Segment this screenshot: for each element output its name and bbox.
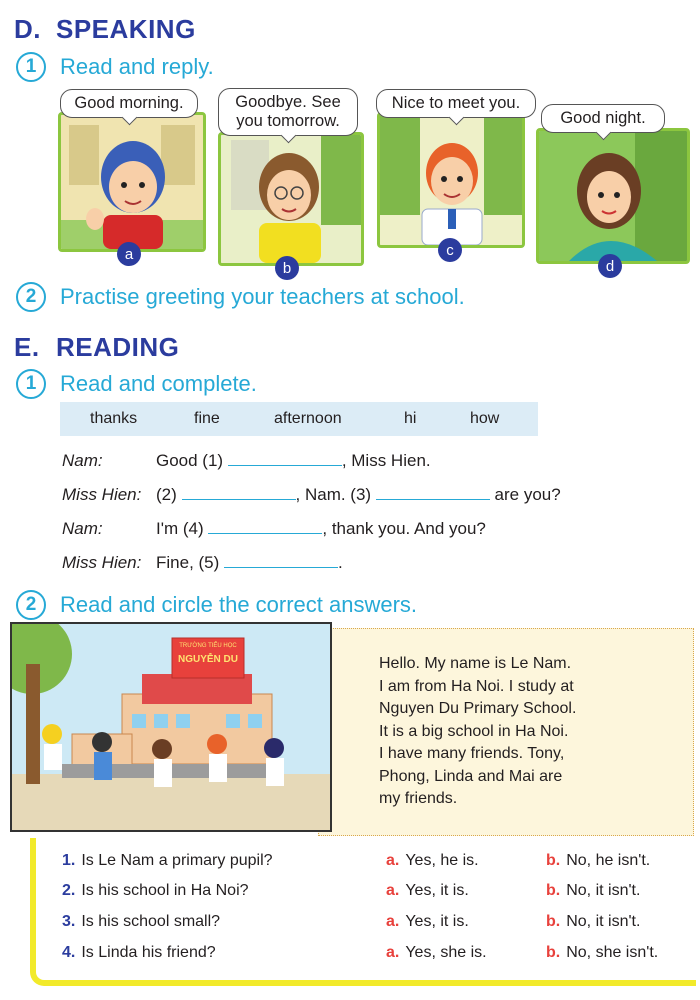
answer-option-3a[interactable]: a. Yes, it is. bbox=[386, 913, 469, 930]
answer-option-1a[interactable]: a. Yes, he is. bbox=[386, 852, 479, 869]
task-d2 bbox=[16, 282, 465, 312]
section-d-title: D. SPEAKING bbox=[14, 14, 196, 44]
task-instruction: Practise greeting your teachers at school. bbox=[60, 284, 465, 309]
speech-bubble-d: Good night. bbox=[541, 104, 665, 133]
section-e-title: E. READING bbox=[14, 332, 180, 362]
word-bank-item: thanks bbox=[90, 410, 138, 427]
task-number: 1 bbox=[16, 369, 46, 399]
word-bank bbox=[60, 402, 538, 436]
boy-waving-illustration bbox=[61, 115, 203, 249]
answer-blank-4[interactable] bbox=[208, 520, 322, 534]
word-bank-item: afternoon bbox=[274, 410, 342, 427]
dialogue-line-1: Nam: Good (1) , Miss Hien. bbox=[62, 451, 431, 470]
question-1: 1. Is Le Nam a primary pupil? bbox=[62, 852, 273, 869]
dialogue-line-4: Miss Hien: Fine, (5) . bbox=[62, 553, 343, 572]
reading-passage: Hello. My name is Le Nam. I am from Ha Noi. I study at Nguyen Du Primary School. It is a big school in Ha Noi. I have many friends. Tony, Phong, Linda and Mai are my friends. bbox=[318, 628, 694, 836]
answer-option-2a[interactable]: a. Yes, it is. bbox=[386, 882, 469, 899]
speaking-panel-d bbox=[536, 128, 690, 264]
speech-bubble-a: Good morning. bbox=[60, 89, 198, 118]
word-bank-item: how bbox=[470, 410, 500, 427]
answer-blank-5[interactable] bbox=[224, 554, 338, 568]
panel-label-c: c bbox=[438, 238, 462, 262]
question-3: 3. Is his school small? bbox=[62, 913, 221, 930]
panel-label-d: d bbox=[598, 254, 622, 278]
task-d1 bbox=[16, 52, 214, 82]
girl-illustration bbox=[539, 131, 687, 261]
speech-bubble-b: Goodbye. See you tomorrow. bbox=[218, 88, 358, 136]
red-haired-boy-illustration bbox=[380, 115, 522, 245]
task-number: 2 bbox=[16, 282, 46, 312]
task-number: 1 bbox=[16, 52, 46, 82]
school-scene-illustration bbox=[10, 622, 332, 832]
answer-blank-2[interactable] bbox=[182, 486, 296, 500]
dialogue-line-2: Miss Hien: (2) , Nam. (3) are you? bbox=[62, 485, 561, 504]
answer-blank-1[interactable] bbox=[228, 452, 342, 466]
question-2: 2. Is his school in Ha Noi? bbox=[62, 882, 249, 899]
word-bank-item: hi bbox=[404, 410, 417, 427]
task-e2 bbox=[16, 590, 417, 620]
speech-bubble-c: Nice to meet you. bbox=[376, 89, 536, 118]
school-sign: TRƯỜNG TIỂU HỌC NGUYỄN DU bbox=[177, 643, 238, 665]
task-e1 bbox=[16, 369, 257, 399]
answer-option-2b[interactable]: b. No, it isn't. bbox=[546, 882, 641, 899]
task-instruction: Read and complete. bbox=[60, 371, 257, 396]
panel-label-b: b bbox=[275, 256, 299, 280]
speaking-panel-c bbox=[377, 112, 525, 248]
task-number: 2 bbox=[16, 590, 46, 620]
answer-option-1b[interactable]: b. No, he isn't. bbox=[546, 852, 651, 869]
school-building-illustration bbox=[12, 624, 330, 830]
task-instruction: Read and reply. bbox=[60, 54, 214, 79]
answer-option-4b[interactable]: b. No, she isn't. bbox=[546, 944, 659, 961]
panel-label-a: a bbox=[117, 242, 141, 266]
task-instruction: Read and circle the correct answers. bbox=[60, 592, 418, 617]
answer-option-4a[interactable]: a. Yes, she is. bbox=[386, 944, 487, 961]
speaking-panel-b bbox=[218, 132, 364, 266]
word-bank-item: fine bbox=[194, 410, 220, 427]
answer-blank-3[interactable] bbox=[376, 486, 490, 500]
dialogue-line-3: Nam: I'm (4) , thank you. And you? bbox=[62, 519, 486, 538]
teacher-illustration bbox=[221, 135, 361, 263]
speaking-panel-a bbox=[58, 112, 206, 252]
question-4: 4. Is Linda his friend? bbox=[62, 944, 216, 961]
answer-option-3b[interactable]: b. No, it isn't. bbox=[546, 913, 641, 930]
